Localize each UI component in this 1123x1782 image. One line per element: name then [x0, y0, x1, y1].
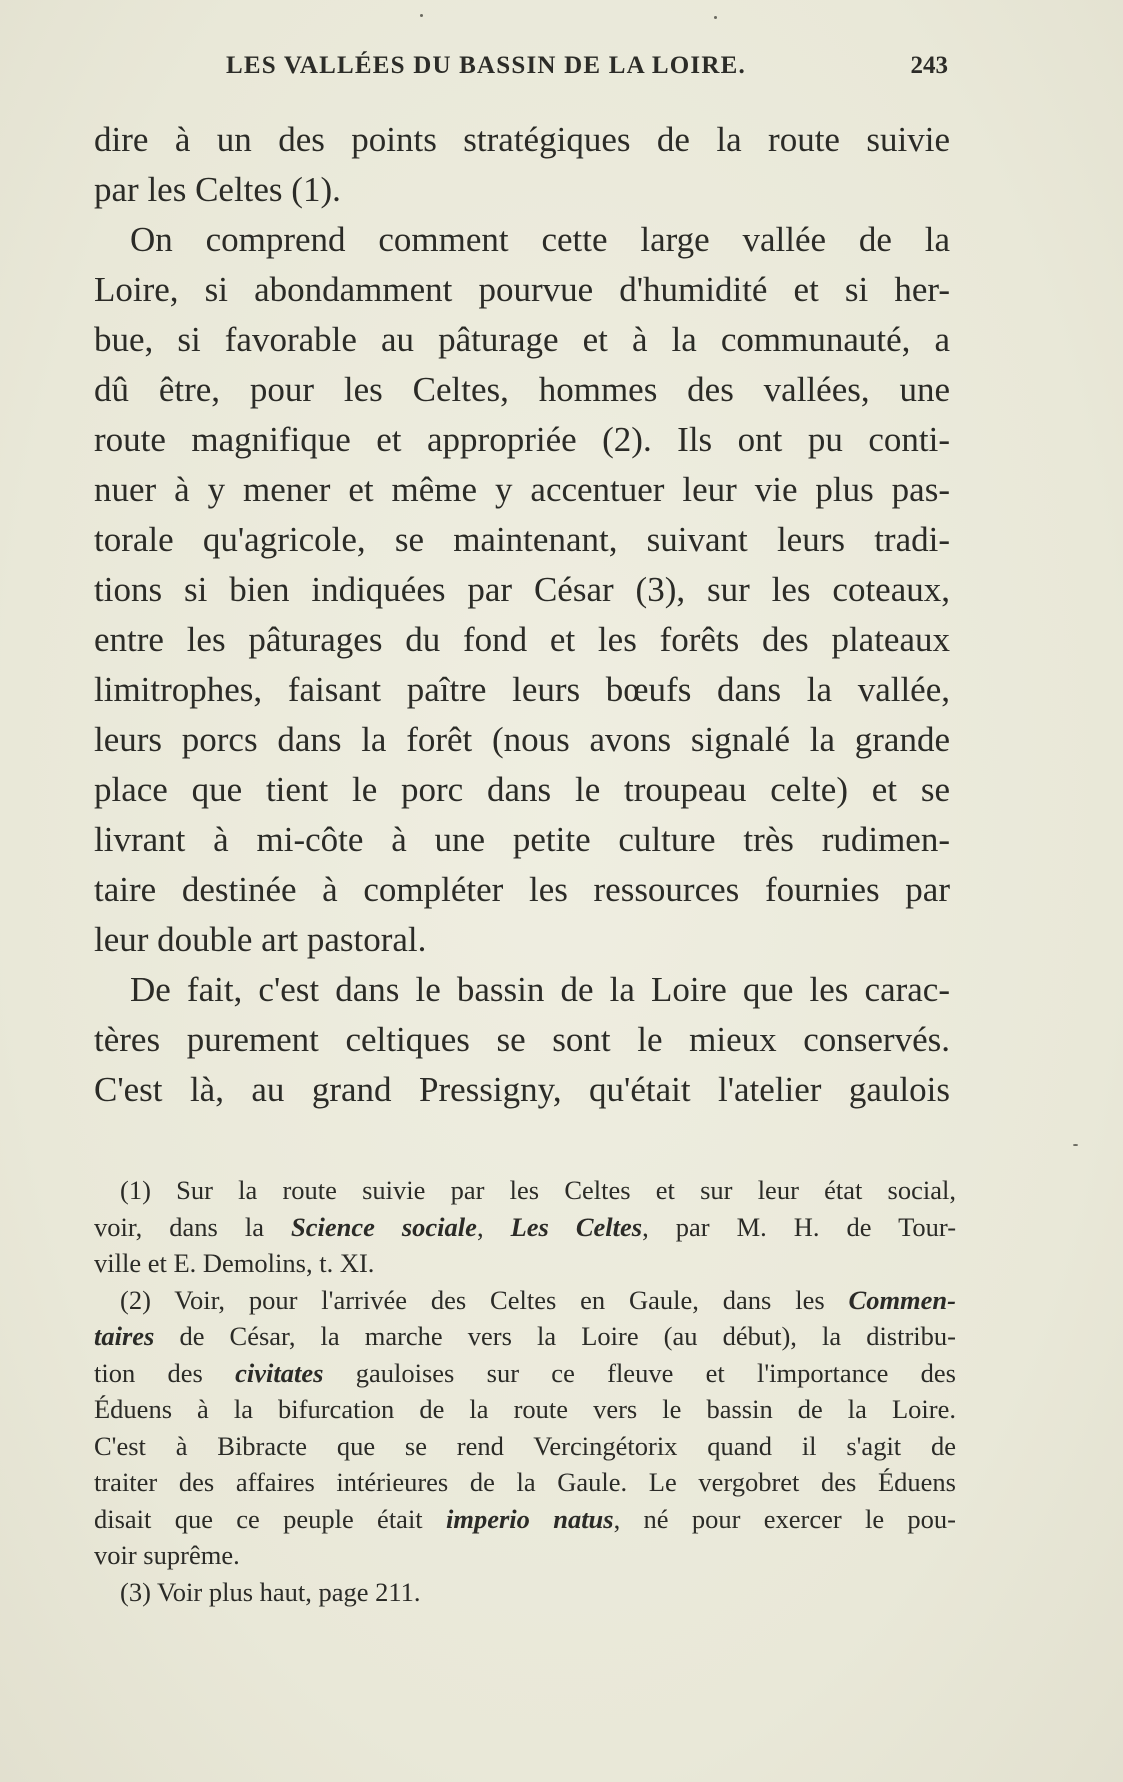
- text-line: tères purement celtiques se sont le mieux conservés.: [94, 1020, 950, 1059]
- footnote-1-line: ville et E. Demolins, t. XI.: [94, 1248, 375, 1278]
- page-number: 243: [910, 52, 948, 79]
- footnote-2-line: voir suprême.: [94, 1540, 240, 1570]
- footnote-3-line: (3) Voir plus haut, page 211.: [120, 1576, 421, 1607]
- paper-speck: [420, 14, 423, 17]
- footnote-2-line: traiter des affaires intérieures de la Gaule. Le vergobret des Éduens: [94, 1467, 956, 1497]
- text-line: limitrophes, faisant paître leurs bœufs dans la vallée,: [94, 670, 950, 709]
- italic-title: Science sociale: [290, 1211, 477, 1242]
- text-line: De fait, c'est dans le bassin de la Loire que les carac-: [130, 970, 950, 1009]
- running-title: LES VALLÉES DU BASSIN DE LA LOIRE.: [226, 52, 746, 79]
- text-line: On comprend comment cette large vallée de la: [130, 220, 950, 259]
- footnote-1-line: (1) Sur la route suivie par les Celtes et sur leur état social,: [120, 1175, 956, 1205]
- paper-speck: [714, 16, 717, 19]
- footnote-2-line: tion des civitates gauloises sur ce fleuve et l'importance des: [94, 1357, 956, 1388]
- text-line: place que tient le porc dans le troupeau celte) et se: [94, 770, 950, 809]
- text-line: par les Celtes (1).: [94, 170, 341, 209]
- main-text: [94, 115, 950, 1115]
- text-line: leurs porcs dans la forêt (nous avons signalé la grande: [94, 720, 950, 759]
- italic-term: imperio natus: [445, 1503, 614, 1534]
- text-line: torale qu'agricole, se maintenant, suivant leurs tradi-: [94, 520, 950, 559]
- text-line: nuer à y mener et même y accentuer leur vie plus pas-: [94, 470, 950, 509]
- footnote-2-line: Éduens à la bifurcation de la route vers le bassin de la Loire.: [94, 1394, 956, 1424]
- text-line: dû être, pour les Celtes, hommes des vallées, une: [94, 370, 950, 409]
- text-line: taire destinée à compléter les ressources fournies par: [94, 870, 950, 909]
- text-line: C'est là, au grand Pressigny, qu'était l'atelier gaulois: [94, 1070, 950, 1109]
- italic-term: civitates: [235, 1357, 324, 1388]
- text-line: Loire, si abondamment pourvue d'humidité et si her-: [94, 270, 950, 309]
- text-line: bue, si favorable au pâturage et à la communauté, a: [94, 320, 950, 359]
- text-line: route magnifique et appropriée (2). Ils ont pu conti-: [94, 420, 950, 459]
- footnote-1-line: voir, dans la Science sociale, Les Celtes, par M. H. de Tour-: [94, 1211, 957, 1242]
- italic-title: taires: [94, 1321, 155, 1351]
- text-line: leur double art pastoral.: [94, 920, 427, 959]
- italic-title: Commen-: [848, 1284, 956, 1315]
- page-header: [226, 52, 948, 88]
- paper-speck: [1073, 1144, 1078, 1146]
- text-line: entre les pâturages du fond et les forêts des plateaux: [94, 620, 950, 659]
- footnote-2-line: C'est à Bibracte que se rend Vercingétorix quand il s'agit de: [94, 1430, 956, 1461]
- footnotes: [94, 1172, 956, 1610]
- italic-title: Les Celtes: [510, 1211, 643, 1242]
- text-line: livrant à mi-côte à une petite culture très rudimen-: [94, 820, 950, 859]
- footnote-2-line: disait que ce peuple était imperio natus, né pour exercer le pou-: [94, 1503, 956, 1534]
- text-line: dire à un des points stratégiques de la route suivie: [94, 120, 950, 159]
- footnote-2-line: (2) Voir, pour l'arrivée des Celtes en Gaule, dans les Commen-: [120, 1284, 956, 1315]
- footnote-2-line: taires de César, la marche vers la Loire (au début), la distribu-: [94, 1321, 956, 1351]
- text-line: tions si bien indiquées par César (3), sur les coteaux,: [94, 570, 950, 609]
